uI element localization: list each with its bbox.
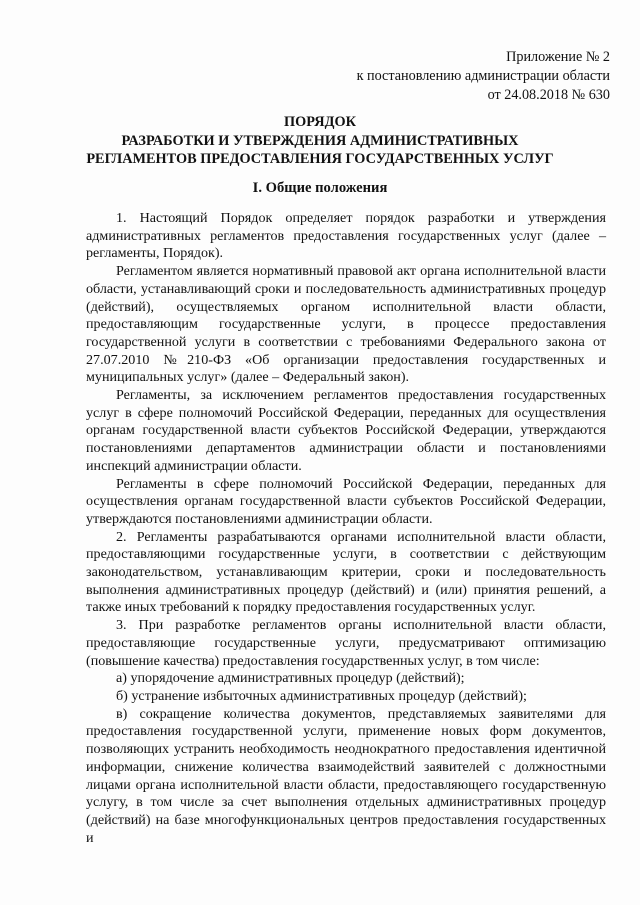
document-body bbox=[86, 210, 606, 847]
title-line-2: РАЗРАБОТКИ И УТВЕРЖДЕНИЯ АДМИНИСТРАТИВНЫХ bbox=[121, 132, 519, 149]
paragraph: Регламенты в сфере полномочий Российской Федерации, переданных для осуществления органам государственной власти субъектов Российской Федерации, утверждаются постановлениями администрации области. bbox=[86, 475, 606, 527]
paragraph: 3. При разработке регламентов органы исполнительной власти области, предоставляющие государственные услуги, предусматривают оптимизацию (повышение качества) предоставления государственных услуг, в том числе: bbox=[86, 617, 606, 669]
paragraph: 1. Настоящий Порядок определяет порядок разработки и утверждения административных регламентов предоставления государственных услуг (далее – регламенты, Порядок). bbox=[86, 210, 606, 262]
list-item: б) устранение избыточных административных процедур (действий); bbox=[116, 687, 527, 704]
list-item: в) сокращение количества документов, представляемых заявителями для предоставления государственной услуги, применение новых форм документов, позволяющих устранить необходимость неоднократного предоставления идентичной информации, снижение количества взаимодействий заявителей с должностными лицами органа исполнительной власти области, предоставляющего государственную услугу, в том числе за счет выполнения отдельных административных процедур (действий) на базе многофункциональных центров предоставления государственных и bbox=[86, 705, 606, 846]
section-heading: I. Общие положения bbox=[252, 180, 388, 196]
list-item: а) упорядочение административных процедур (действий); bbox=[116, 670, 465, 687]
document-title bbox=[0, 113, 640, 169]
appendix-date: от 24.08.2018 № 630 bbox=[487, 87, 610, 103]
appendix-reference: к постановлению администрации области bbox=[356, 68, 610, 84]
paragraph: Регламенты, за исключением регламентов предоставления государственных услуг в сфере полномочий Российской Федерации, переданных для осуществления органам государственной власти субъектов Российской Федерации, утверждаются постановлениями департаментов администрации области и постановлениями инспекций администрации области. bbox=[86, 387, 606, 474]
appendix-number: Приложение № 2 bbox=[506, 49, 610, 65]
title-line-1: ПОРЯДОК bbox=[284, 114, 356, 130]
paragraph: 2. Регламенты разрабатываются органами исполнительной власти области, предоставляющими государственные услуги, в соответствии с действующим законодательством, устанавливающим критерии, сроки и последовательность выполнения административных процедур (действий) и (или) принятия решений, а также иных требований к порядку предоставления государственных услуг. bbox=[86, 528, 606, 616]
title-line-3: РЕГЛАМЕНТОВ ПРЕДОСТАВЛЕНИЯ ГОСУДАРСТВЕННЫХ УСЛУГ bbox=[86, 151, 554, 167]
paragraph: Регламентом является нормативный правовой акт органа исполнительной власти области, устанавливающий сроки и последовательность административных процедур (действий), осуществляемых органом исполнительной власти области, предоставляющим государственные услуги, в процессе предоставления государственной услуги в соответствии с требованиями Федерального закона от 27.07.2010 №210-ФЗ «Об организации предоставления государственных и муниципальных услуг» (далее – Федеральный закон). bbox=[86, 263, 606, 386]
appendix-block bbox=[357, 48, 610, 105]
